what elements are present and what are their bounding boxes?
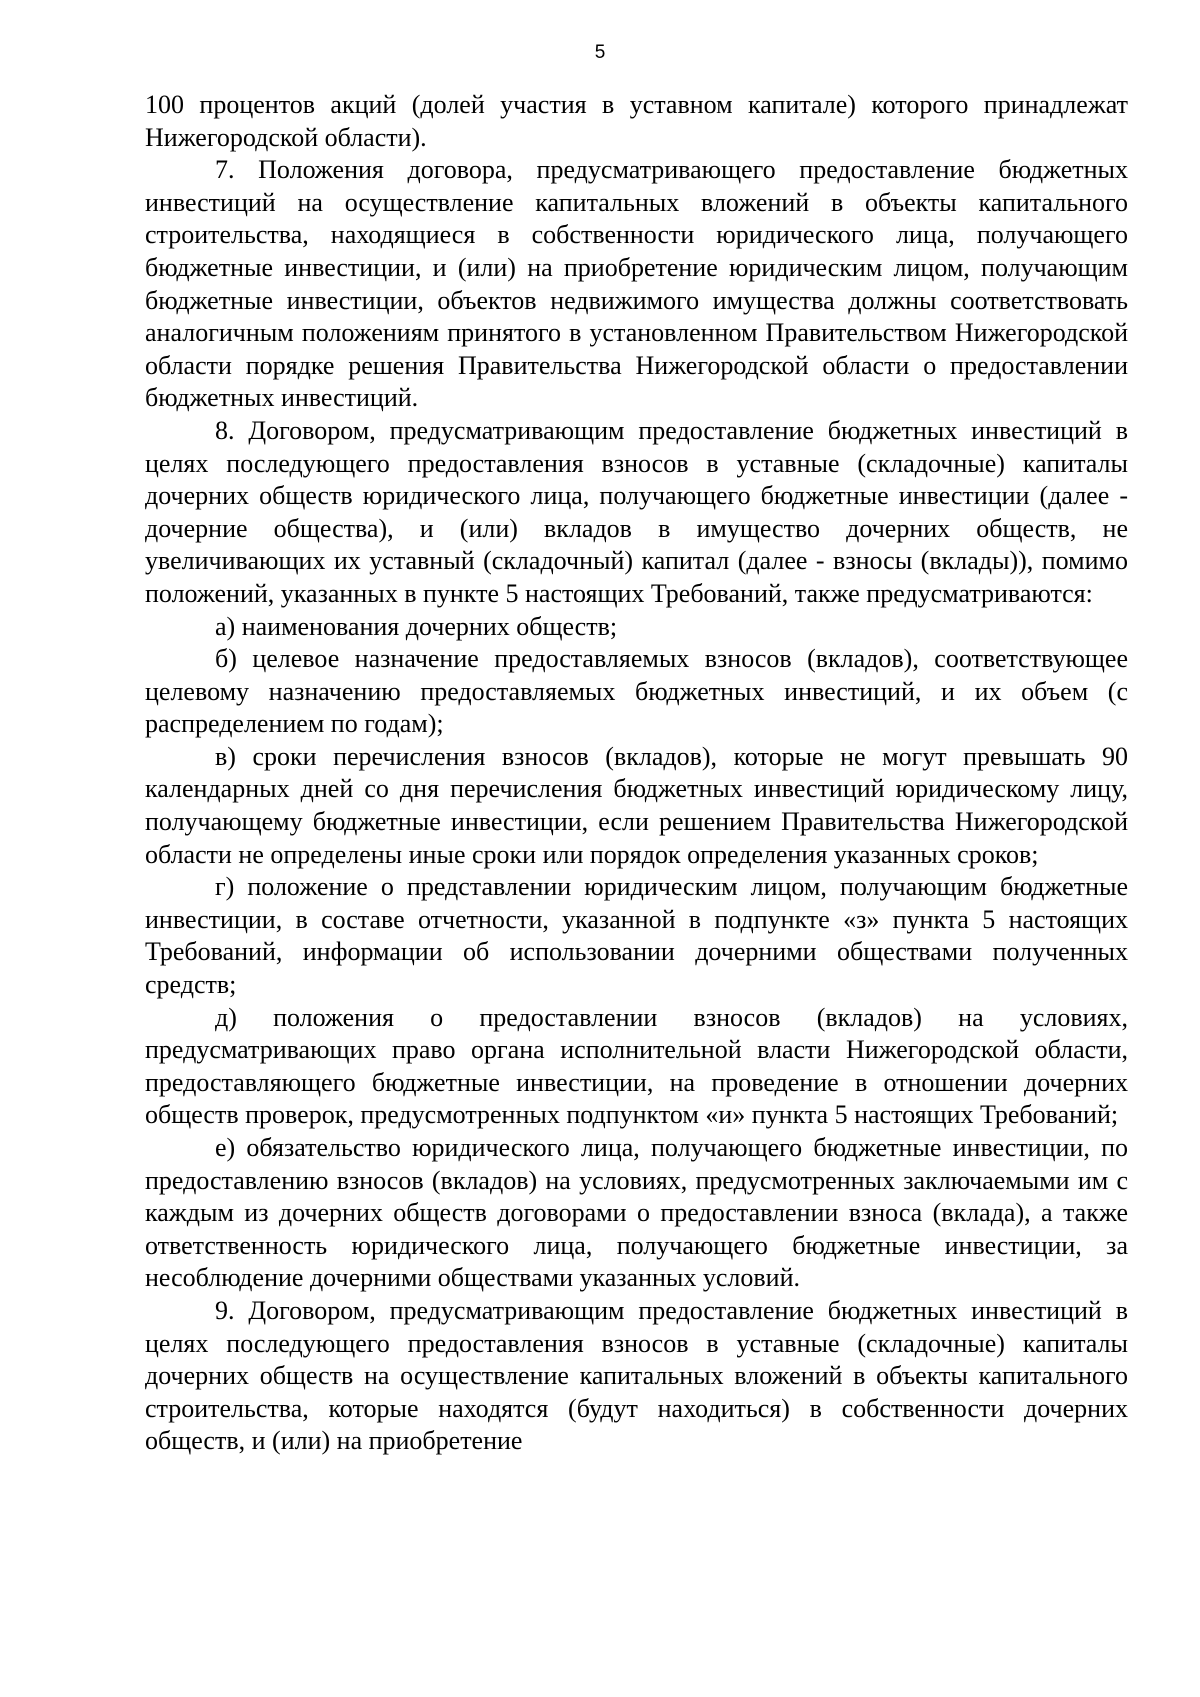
paragraph: а) наименования дочерних обществ; (215, 611, 618, 641)
paragraph: б) целевое назначение предоставляемых взносов (вкладов), соответствующее целевому назначению предоставляемых бюджетных инвестиций, и их объем (с распределением по годам); (145, 644, 1128, 739)
paragraph: 7. Положения договора, предусматривающего предоставление бюджетных инвестиций на осуществление капитальных вложений в объекты капитального строительства, находящиеся в собственности юридического лица, получающего бюджетные инвестиции, и (или) на приобретение юридическим лицом, получающим бюджетные инвестиции, объектов недвижимого имущества должны соответствовать аналогичным положениям принятого в установленном Правительством Нижегородской области порядке решения Правительства Нижегородской области о предоставлении бюджетных инвестиций. (145, 155, 1128, 413)
paragraph: д) положения о предоставлении взносов (вкладов) на условиях, предусматривающих право органа исполнительной власти Нижегородской области, предоставляющего бюджетные инвестиции, на проведение в отношении дочерних обществ проверок, предусмотренных подпунктом «и» пункта 5 настоящих Требований; (145, 1002, 1128, 1130)
page-number: 5 (594, 42, 606, 63)
paragraph: 9. Договором, предусматривающим предоставление бюджетных инвестиций в целях последующего предоставления взносов в уставные (складочные) капиталы дочерних обществ на осуществление капитальных вложений в объекты капитального строительства, которые находятся (будут находиться) в собственности дочерних обществ, и (или) на приобретение (145, 1295, 1128, 1456)
paragraph: е) обязательство юридического лица, получающего бюджетные инвестиции, по предоставлению взносов (вкладов) на условиях, предусмотренных заключаемыми им с каждым из дочерних обществ договорами о предоставлении взноса (вклада), а также ответственность юридического лица, получающего бюджетные инвестиции, за несоблюдение дочерними обществами указанных условий. (145, 1133, 1128, 1293)
document-body (145, 89, 1128, 1458)
paragraph: 100 процентов акций (долей участия в уставном капитале) которого принадлежат Нижегородской области). (145, 90, 1128, 152)
paragraph: 8. Договором, предусматривающим предоставление бюджетных инвестиций в целях последующего предоставления взносов в уставные (складочные) капиталы дочерних обществ юридического лица, получающего бюджетные инвестиции (далее - дочерние общества), и (или) вкладов в имущество дочерних обществ, не увеличивающих их уставный (складочный) капитал (далее - взносы (вклады)), помимо положений, указанных в пункте 5 настоящих Требований, также предусматриваются: (145, 415, 1128, 608)
paragraph: в) сроки перечисления взносов (вкладов), которые не могут превышать 90 календарных дней со дня перечисления бюджетных инвестиций юридическому лицу, получающему бюджетные инвестиции, если решением Правительства Нижегородской области не определены иные сроки или порядок определения указанных сроков; (145, 741, 1128, 869)
paragraph: г) положение о представлении юридическим лицом, получающим бюджетные инвестиции, в составе отчетности, указанной в подпункте «з» пункта 5 настоящих Требований, информации об использовании дочерними обществами полученных средств; (145, 872, 1128, 1000)
